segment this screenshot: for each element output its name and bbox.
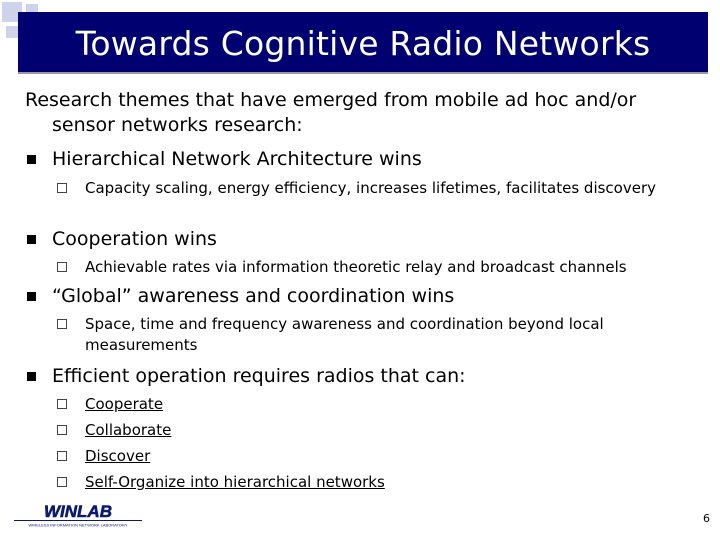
- checkbox-bullet-icon: [57, 477, 67, 487]
- logo-subtext: WIRELESS INFORMATION NETWORK LABORATORY: [28, 522, 128, 528]
- sub-bullet-link[interactable]: Discover: [85, 447, 151, 465]
- intro-line-2: sensor networks research:: [52, 114, 303, 136]
- bullet-text: Hierarchical Network Architecture wins: [52, 148, 422, 170]
- bullet-square-icon: [27, 235, 36, 244]
- checkbox-bullet-icon: [57, 399, 67, 409]
- bullet-square-icon: [27, 155, 36, 164]
- bullet-square-icon: [27, 372, 36, 381]
- checkbox-bullet-icon: [57, 451, 67, 461]
- checkbox-bullet-icon: [57, 183, 67, 193]
- sub-bullet-link[interactable]: Cooperate: [85, 395, 164, 413]
- sub-bullet-text: Achievable rates via information theoretic relay and broadcast channels: [85, 258, 627, 276]
- sub-bullet-link[interactable]: Collaborate: [85, 421, 172, 439]
- sub-bullet-text: Space, time and frequency awareness and coordination beyond local measurements: [85, 315, 604, 354]
- sub-bullet-link[interactable]: Self-Organize into hierarchical networks: [85, 473, 385, 491]
- bullet-text: Cooperation wins: [52, 228, 217, 250]
- logo-wordmark: WINLAB: [44, 502, 112, 521]
- bullet-square-icon: [27, 292, 36, 301]
- slide-title: Towards Cognitive Radio Networks: [75, 23, 651, 63]
- winlab-logo: [14, 502, 142, 528]
- checkbox-bullet-icon: [57, 262, 67, 272]
- page-number: 6: [703, 512, 710, 525]
- checkbox-bullet-icon: [57, 319, 67, 329]
- intro-text: [25, 88, 705, 138]
- intro-line-1: Research themes that have emerged from mobile ad hoc and/or: [25, 89, 637, 111]
- bullet-text: “Global” awareness and coordination wins: [52, 285, 455, 307]
- checkbox-bullet-icon: [57, 425, 67, 435]
- sub-bullet-text: Capacity scaling, energy efficiency, increases lifetimes, facilitates discovery: [85, 179, 657, 197]
- bullet-text: Efficient operation requires radios that can:: [52, 365, 466, 387]
